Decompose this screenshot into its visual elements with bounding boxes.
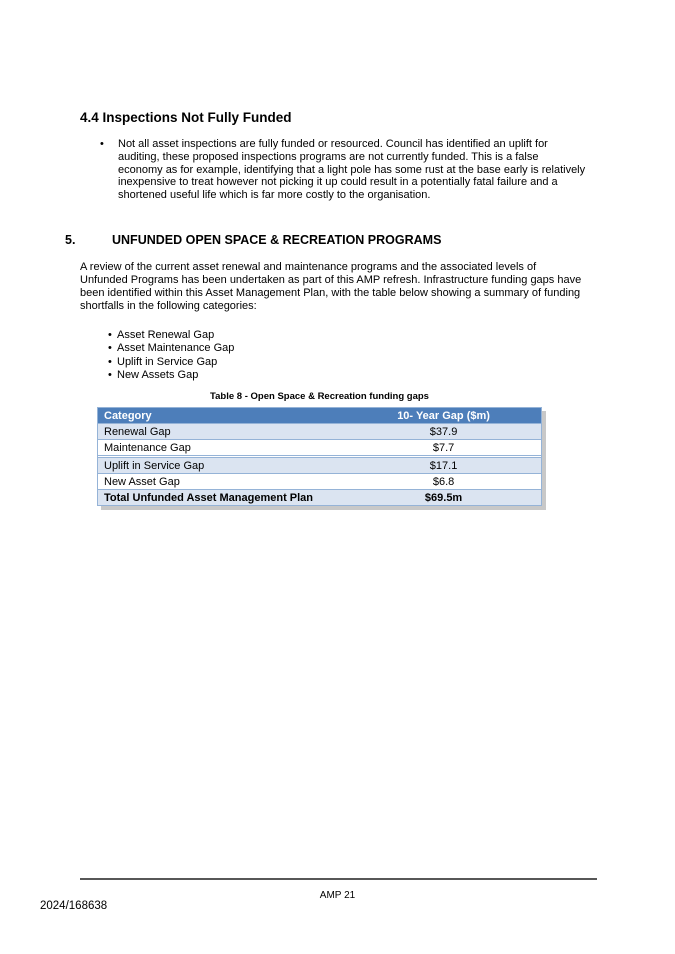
- table-total-row: [98, 490, 542, 506]
- table-header-row: [98, 408, 542, 424]
- section-4-4-heading: 4.4 Inspections Not Fully Funded: [80, 110, 292, 125]
- table-row: [98, 458, 542, 474]
- inspections-bullet-paragraph: [100, 138, 585, 202]
- cell-category: Maintenance Gap: [98, 440, 347, 456]
- cell-category: New Asset Gap: [98, 474, 347, 490]
- cell-category: Uplift in Service Gap: [98, 458, 347, 474]
- section-5-title: UNFUNDED OPEN SPACE & RECREATION PROGRAMS: [112, 233, 442, 247]
- table-row: [98, 440, 542, 456]
- funding-gaps-table: [97, 407, 542, 506]
- inspections-bullet-text: Not all asset inspections are fully funded or resourced. Council has identified an uplift for auditing, these proposed inspections programs are not currently funded. This is a false economy as for example, identifying that a light pole has some rust at the base early is relatively inexpensive to treat however not picking it up could result in a potentially fatal failure and a shortened useful life which is far more costly to the organisation.: [118, 138, 586, 202]
- cell-gap: $6.8: [346, 474, 541, 490]
- bullet-icon: •: [100, 138, 104, 150]
- list-item: • New Assets Gap: [108, 369, 234, 382]
- footer-divider: [80, 878, 597, 880]
- page-number: AMP 21: [319, 890, 356, 901]
- list-item: • Asset Maintenance Gap: [108, 342, 234, 355]
- cell-category: Renewal Gap: [98, 424, 347, 440]
- section-5-heading: [65, 233, 442, 247]
- table-caption: Table 8 - Open Space & Recreation funding gaps: [210, 391, 429, 402]
- table-row: [98, 424, 542, 440]
- section-5-intro-paragraph: A review of the current asset renewal and maintenance programs and the associated levels of Unfunded Programs has been undertaken as part of this AMP refresh. Infrastructure funding gaps have been identified within this Asset Management Plan, with the table below showing a summary of funding shortfalls in the following categories:: [80, 261, 582, 312]
- cell-gap: $37.9: [346, 424, 541, 440]
- document-number: 2024/168638: [40, 900, 108, 912]
- header-cell-gap: 10- Year Gap ($m): [346, 408, 541, 424]
- list-item: • Uplift in Service Gap: [108, 356, 234, 369]
- header-cell-category: Category: [98, 408, 347, 424]
- cell-total-gap: $69.5m: [346, 490, 541, 506]
- cell-gap: $7.7: [346, 440, 541, 456]
- table-row: [98, 474, 542, 490]
- list-item: • Asset Renewal Gap: [108, 329, 234, 342]
- cell-gap: $17.1: [346, 458, 541, 474]
- section-5-number: 5.: [65, 233, 76, 247]
- gap-category-list: [108, 329, 234, 382]
- cell-total-label: Total Unfunded Asset Management Plan: [98, 490, 347, 506]
